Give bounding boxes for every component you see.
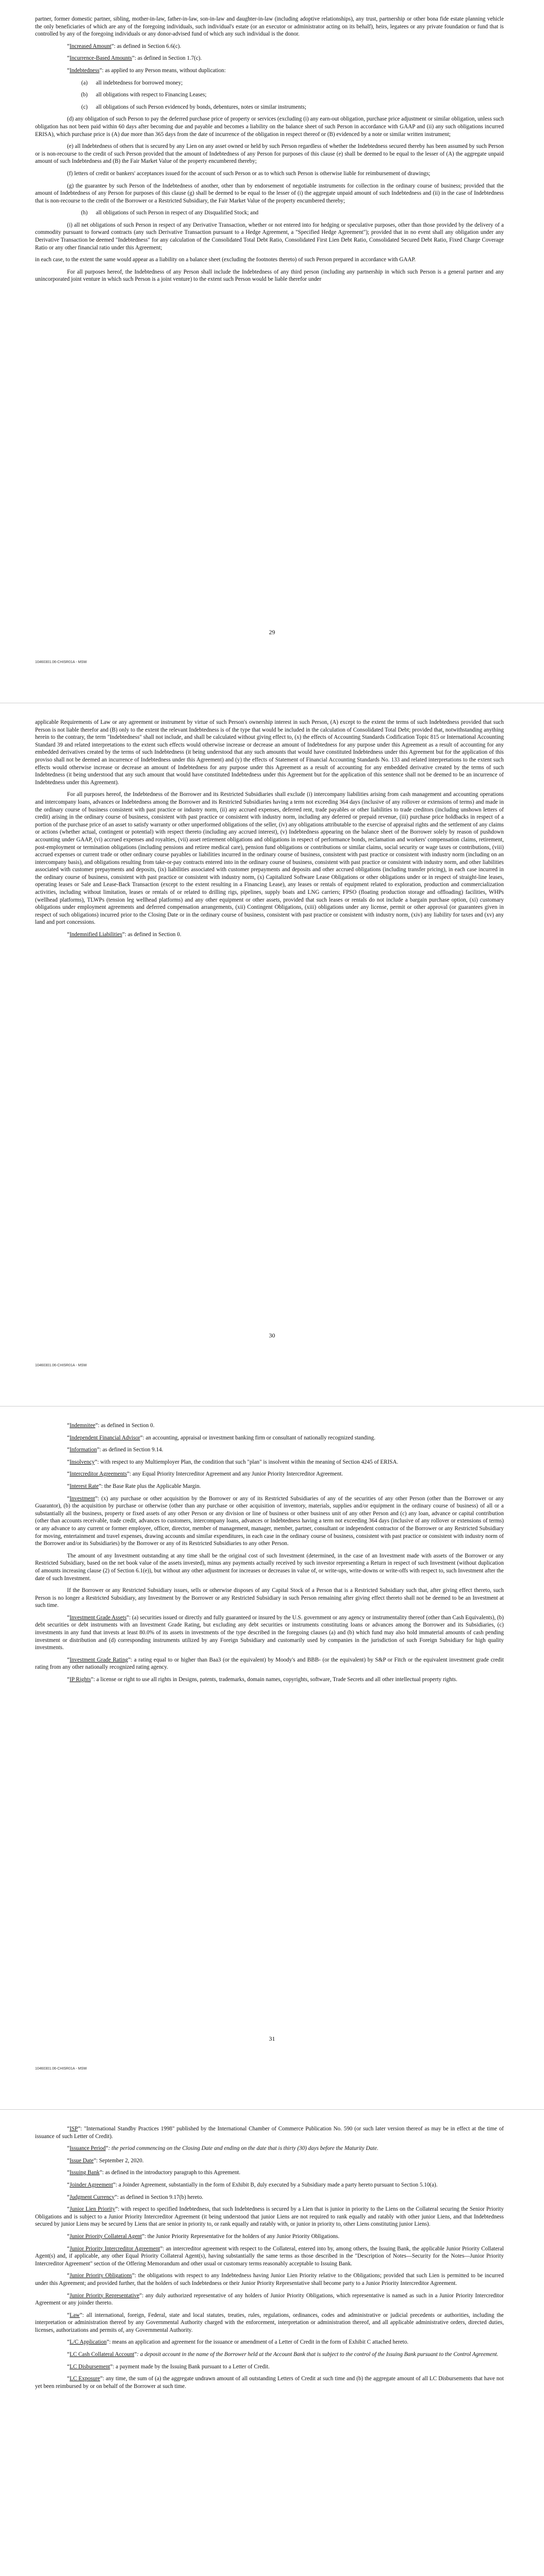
definition-paragraph: “Intercreditor Agreements”: any Equal Priority Intercreditor Agreement and any Junior Priority Intercreditor Agreement. (67, 1471, 343, 1478)
defined-term: Judgment Currency (69, 2194, 115, 2200)
page-number: 30 (269, 1332, 275, 1339)
paragraph-text: : any time, the sum of (a) the aggregate undrawn amount of all outstanding Letters of Credit at such time and (b) the aggregate amount of all LC Disbursements that have not yet been reimbursed by or on behalf of the Borrower at such time. (35, 2376, 504, 2389)
defined-term: Joinder Agreement (69, 2181, 113, 2188)
clause-text: all indebtedness for borrowed money; (96, 79, 183, 86)
page-body (35, 719, 504, 943)
definition-paragraph: “Junior Priority Obligations”: the obligations with respect to any Indebtedness having Junior Lien Priority relative to the Obligations; provided that such Lien is permitted to be incurred under this Agreement; and provided further, that the holders of such Indebtedness or their Junior Priority Representative shall become party to a Junior Priority Intercreditor Agreement. (35, 2273, 504, 2286)
clause-label: (b) (81, 92, 88, 98)
defined-term: Issuance Period (69, 2145, 106, 2152)
clause-text: all obligations of such Person evidenced by bonds, debentures, notes or similar instruments; (96, 104, 306, 110)
paragraph-text: For all purposes hereof, the Indebtedness of the Borrower and its Restricted Subsidiaries shall exclude (i) intercompany liabilities arising from cash management and accounting operations and intercompany loans, advances or Indebtedness among the Borrower and its Restricted Subsidiaries having a term not exceeding 364 days (inclusive of any rollover or extensions of terms) and made in the ordinary course of business consistent with past practice or industry norm, (ii) any accrued expenses, deferred rent, trade payables or other liabilities to trade creditors (including unshown letters of credit) arising in the ordinary course of business, consistent with past practice or consistent with industry norm, including any deferred or prepaid revenue, (iii) purchase price holdbacks in respect of a portion of the purchase price of an asset to satisfy warranty or other unperformed obligations of the seller, (iv) any obligations attributable to the exercise of appraisal rights and the settlement of any claims or actions (whether actual, contingent or potential) with respect thereto (including any accrued interest), (v) Indebtedness appearing on the balance sheet of the Borrower solely by reason of pushdown accounting under GAAP, (vi) accrued expenses and royalties, (vii) asset retirement obligations and obligations in respect of performance bonds, reclamation and workers' compensation claims, retirement, post-employment or termination obligations (including pensions and retiree medical care), pension fund obligations or contributions or similar claims, social security or wage taxes or contributions, (viii) accrued expenses or current trade or other ordinary course payables or liabilities incurred in the ordinary course of business, consistent with past practice or consistent with industry norm (including on an intercompany basis), and obligations resulting from take-or-pay contracts entered into in the ordinary course of business, consistent with past practice or consistent with industry norm, and other liabilities associated with customer prepayments and deposits, (ix) liabilities associated with customer prepayments and deposits and other accrued obligations (including transfer pricing), in each case incurred in the ordinary course of business, consistent with past practice or consistent with industry norm, (x) Capitalized Software Lease Obligations or other obligations under or in respect of straight-line leases, operating leases or Sale and Lease-Back Transaction (except to the extent resulting in a Financing Lease), any leases or rentals of equipment related to exploration, production and commercialization activities, including without limitation, leases or rentals of or related to drilling rigs, pipelines, supply boats and LNG carriers; FPSO (floating production storage and offloading) facilities, WHPs (wellhead platforms), TLWPs (tension leg wellhead platforms) and any other equipment or other assets, provided that such leases or rentals do not include a bargain purchase option, (xi) customary obligations under employment agreements and deferred compensation arrangements, (xii) Contingent Obligations, (xiii) obligations under any license, permit or other approval (or guarantees given in respect of such obligations) incurred prior to the Closing Date or in the ordinary course of business, consistent with past practice or consistent with industry norm, (xiv) any liability for taxes and (xv) any land and port concessions. (35, 791, 504, 926)
paragraph-text: : as defined in Section 0. (124, 931, 182, 938)
clause-text: all obligations of such Person in respect of any Disqualified Stock; and (96, 210, 259, 216)
defined-term: Issue Date (69, 2157, 94, 2164)
paragraph-text: : as defined in Section 6.6(c). (113, 43, 182, 49)
paragraph (35, 182, 504, 205)
defined-term: LC Cash Collateral Account (69, 2351, 135, 2358)
paragraph-text: : the Base Rate plus the Applicable Margin. (101, 1483, 201, 1489)
definition-paragraph: “Junior Lien Priority”: with respect to specified Indebtedness, that such Indebtedness is secured by a Lien that is junior in priority to the Liens on the Collateral securing the Senior Priority Obligations and is subject to a Junior Priority Intercreditor Agreement (it being understood that junior Liens are not required to rank equally and ratably with other junior Liens, and that Indebtedness secured by junior Liens may be secured by Liens that are senior in priority to, or rank equally and ratably with, or junior in priority to, other Liens constituting junior Liens). (35, 2206, 504, 2228)
definition-paragraph: “LC Exposure”: any time, the sum of (a) the aggregate undrawn amount of all outstanding Letters of Credit at such time and (b) the aggregate amount of all LC Disbursements that have not yet been reimbursed by or on behalf of the Borrower at such time. (35, 2376, 504, 2389)
paragraph-text: : the period commencing on the Closing Date and ending on the date that is thirty (30) days before the Maturity Date. (108, 2145, 378, 2152)
definition-paragraph: “L/C Application”: means an application and agreement for the issuance or amendment of a Letter of Credit in the form of Exhibit C attached hereto. (67, 2339, 409, 2346)
paragraph-text: The amount of any Investment outstanding at any time shall be the original cost of such Investment (determined, in the case of an Investment made with assets of the Borrower or any Restricted Subsidiary, based on the net book value of the assets invested), minus any payments actually received by such investor representing a Return in respect of such Investment (without duplication of amounts increasing clause (2) of Section 6.1(e)), but without any other adjustment for increases or decreases in value of, or write-ups, write-downs or write-offs with respect to, such Investment after the date of such Investment. (35, 1552, 504, 1582)
paragraph-text: : means an application and agreement for the issuance or amendment of a Letter of Credit in the form of Exhibit C attached hereto. (109, 2339, 409, 2346)
paragraph (35, 1552, 504, 1582)
page-29 (0, 0, 544, 703)
definition-paragraph: “Independent Financial Advisor”: an accounting, appraisal or investment banking firm or consultant of nationally recognized standing. (67, 1434, 376, 1441)
defined-term: Indebtedness (69, 67, 100, 74)
definition-paragraph: “Junior Priority Collateral Agent”: the Junior Priority Representative for the holders of any Junior Priority Obligations. (67, 2233, 340, 2240)
page-footer: 10460301.06-CHISR01A - MSW (35, 2067, 87, 2071)
defined-term: Independent Financial Advisor (69, 1434, 140, 1441)
definition-paragraph: “Incurrence-Based Amounts”: as defined in Section 1.7(c). (67, 55, 202, 62)
page-footer: 10460301.06-CHISR01A - MSW (35, 660, 87, 664)
paragraph-text: : as defined in Section 1.7(c). (134, 55, 202, 62)
defined-term: Junior Priority Obligations (69, 2273, 132, 2279)
paragraph-text: : a deposit account in the name of the Borrower held at the Account Bank that is subject to the control of the Issuing Bank pursuant to the Control Agreement. (137, 2351, 499, 2358)
paragraph (35, 256, 504, 264)
defined-term: Interest Rate (69, 1483, 99, 1489)
defined-term: Incurrence-Based Amounts (69, 55, 133, 62)
definition-paragraph: “Indemnified Liabilities”: as defined in Section 0. (67, 931, 182, 938)
clause-text: all obligations with respect to Financing Leases; (96, 92, 207, 98)
paragraph-text: (g) the guarantee by such Person of the Indebtedness of another, other than by endorsement of negotiable instruments for collection in the ordinary course of business; provided that the amount of Indebtedness of any Person for purposes of this clause (g) shall be deemed to be equal to the lesser of (i) the aggregate unpaid amount of such Indebtedness and (ii) in the case of Indebtedness that is non-recourse to the credit of the Borrower or a Restricted Subsidiary, the Fair Market Value of the property encumbered thereby; (35, 182, 504, 204)
defined-term: Indemnified Liabilities (69, 931, 122, 938)
definition-paragraph: “Issue Date”: September 2, 2020. (67, 2157, 144, 2164)
definition-paragraph: “LC Cash Collateral Account”: a deposit account in the name of the Borrower held at the Account Bank that is subject to the control of the Issuing Bank pursuant to the Control Agreement. (67, 2351, 499, 2358)
paragraph-text: : as applied to any Person means, without duplication: (102, 67, 226, 74)
definition-paragraph: “Insolvency”: with respect to any Multiemployer Plan, the condition that such "plan" is insolvent within the meaning of Section 4245 of ERISA. (67, 1459, 399, 1465)
paragraph-text: in each case, to the extent the same would appear as a liability on a balance sheet (excluding the footnotes thereto) of such Person prepared in accordance with GAAP. (35, 257, 416, 263)
paragraph-text: applicable Requirements of Law or any agreement or instrument by virtue of such Person's ownership interest in such Person, (A) except to the extent the terms of such Indebtedness provided that such Person is not liable therefor and (B) only to the extent the relevant Indebtedness is of the type that would be included in the calculation of Consolidated Total Debt; provided that, notwithstanding anything herein to the contrary, the term "Indebtedness" shall not include, and shall be calculated without giving effect to, (x) the effects of Accounting Standards Codification Topic 815 or International Accounting Standard 39 and related interpretations to the extent such effects would otherwise increase or decrease an amount of Indebtedness for any purpose under this Agreement as a result of accounting for any embedded derivatives created by the terms of such Indebtedness (it being understood that any such amounts that would have constituted Indebtedness under this Agreement but for the application of this proviso shall not be deemed an incurrence of Indebtedness under this Agreement) and (y) the effects of Statement of Financial Accounting Standards No. 133 and related interpretations to the extent such effects would otherwise increase or decrease an amount of Indebtedness for any purpose under this Agreement as a result of accounting for any embedded derivative created by the terms of such Indebtedness (it being understood that any such amount that would have constituted Indebtedness under this Agreement but for the application of this sentence shall not be deemed to be an incurrence of Indebtedness under this Agreement). (35, 719, 504, 786)
paragraph-text: : with respect to any Multiemployer Plan, the condition that such "plan" is insolvent within the meaning of Section 4245 of ERISA. (97, 1459, 399, 1465)
paragraph-text: : as defined in Section 9.17(b) hereto. (117, 2194, 204, 2200)
paragraph-text: : a Joinder Agreement, substantially in the form of Exhibit B, duly executed by a Subsidiary made a party hereto pursuant to Section 5.10(a). (115, 2181, 438, 2188)
page-number: 29 (269, 629, 275, 636)
definition-paragraph: “Judgment Currency”: as defined in Section 9.17(b) hereto. (67, 2194, 204, 2200)
paragraph (35, 791, 504, 926)
paragraph-text: (e) all Indebtedness of others that is secured by any Lien on any asset owned or held by such Person regardless of whether the Indebtedness secured thereby has been assumed by such Person or is non-recourse to the credit of such Person provided that the amount of Indebtedness of any Person for purposes of this clause (e) shall be deemed to be equal to the lesser of (A) the aggregate unpaid amount of such Indebtedness and (B) the Fair Market Value of the property encumbered thereby; (35, 143, 504, 165)
page-body (35, 1422, 504, 1688)
defined-term: Indemnitee (69, 1422, 95, 1429)
definition-paragraph: “Issuance Period”: the period commencing on the Closing Date and ending on the date that is thirty (30) days before the Maturity Date. (67, 2145, 378, 2152)
defined-term: L/C Application (69, 2339, 107, 2346)
definition-paragraph: “Information”: as defined in Section 9.14. (67, 1447, 163, 1453)
paragraph-text: : September 2, 2020. (96, 2157, 144, 2164)
page-31 (0, 1406, 544, 2110)
defined-term: Increased Amount (69, 43, 111, 49)
clause-label: (c) (81, 104, 88, 110)
definition-paragraph: “LC Disbursement”: a payment made by the Issuing Bank pursuant to a Letter of Credit. (67, 2363, 270, 2370)
paragraph-text: : a license or right to use all rights in Designs, patents, trademarks, domain names, copyrights, software, Trade Secrets and all other intellectual property rights. (93, 1676, 457, 1683)
paragraph-text: (i) all net obligations of such Person in respect of any Derivative Transaction, whether or not entered into for hedging or speculative purposes, other than those provided by the delivery of a commodity pursuant to forward contracts (any such Derivative Transaction pursuant to a Hedge Agreement, a "Specified Hedge Agreement"); provided that in no event shall any obligation under any Derivative Transaction be deemed "Indebtedness" for any calculation of the Consolidated Total Debt Ratio, Consolidated First Lien Debt Ratio, Consolidated Secured Debt Ratio, Fixed Charge Coverage Ratio or any other financial ratio under this Agreement; (35, 222, 504, 251)
definition-paragraph: “Indemnitee”: as defined in Section 0. (67, 1422, 155, 1429)
page-number: 31 (269, 2035, 275, 2042)
clause-label: (h) (81, 210, 88, 216)
page-footer: 10460301.06-CHISR01A - MSW (35, 1364, 87, 1367)
definition-paragraph: “Issuing Bank”: as defined in the introductory paragraph to this Agreement. (67, 2170, 241, 2176)
defined-term: Investment Grade Assets (69, 1614, 127, 1621)
paragraph-text: partner, former domestic partner, sibling, mother-in-law, father-in-law, son-in-law and daughter-in-law (including adoptive relationships), any trust, partnership or other bona fide estate planning vehicle the only beneficiaries of which are any of the foregoing individuals, such individual's estate (or an executor or administrator acting on its behalf), heirs, legatees or any private foundation or fund that is controlled by any of the foregoing individuals or any donor-advised fund of which any such individual is the donor. (35, 16, 504, 38)
definition-paragraph: “Law”: all international, foreign, Federal, state and local statutes, treaties, rules, regulations, ordinances, codes and administrative or judicial precedents or authorities, including the interpretation or administration thereof by any Governmental Authority charged with the enforcement, interpretation or administration thereof, and all applicable administrative orders, directed duties, licenses, authorizations and permits of, any Governmental Authority. (35, 2312, 504, 2333)
paragraph-text: : any Equal Priority Intercreditor Agreement and any Junior Priority Intercreditor Agreement. (129, 1471, 343, 1478)
paragraph-text: (d) any obligation of such Person to pay the deferred purchase price of property or services (excluding (i) any earn-out obligation, purchase price adjustment or similar obligation, unless such obligation has not been paid within 60 days after becoming due and payable and becomes a liability on the balance sheet of such Person in accordance with GAAP and (ii) any such obligations incurred ERISA), which purchase price is (A) due more than 365 days from the date of incurrence of the obligation in respect thereof or (B) evidenced by a note or similar written instrument; (35, 116, 504, 138)
definition-paragraph: “Joinder Agreement”: a Joinder Agreement, substantially in the form of Exhibit B, duly executed by a Subsidiary made a party hereto pursuant to Section 5.10(a). (67, 2181, 438, 2188)
definition-paragraph: “Junior Priority Representative”: any duly authorized representative of any holders of Junior Priority Obligations, which representative is named as such in a Junior Priority Intercreditor Agreement or any joinder thereto. (35, 2292, 504, 2307)
defined-term: Junior Priority Intercreditor Agreement (69, 2245, 160, 2252)
definition-paragraph: “Investment”: (x) any purchase or other acquisition by the Borrower or any of its Restricted Subsidiaries of any of the securities of any other Person (other than the Borrower or any Guarantor), (b) the acquisition by purchase or otherwise (other than any purchase or other acquisition of inventory, materials, supplies and/or equipment in the ordinary course of business) of all or a substantially all the business, property or fixed assets of any other Person or any division or line of business or other business unit of any other Person and (c) any loan, advance or capital contribution (other than accounts receivable, trade credit, advances to customers, intercompany loans, advances or Indebtedness having a term not exceeding 364 days (inclusive of any rollover or extensions of terms) or any advance to any current or former employee, officer, director, member of management, manager, member, partner, consultant or independent contractor of the Borrower or any Restricted Subsidiary for moving, entertainment and travel expenses, drawing accounts and similar expenditures, in each case in the ordinary course of business, consistent with past practice or consistent with industry norm of the Borrower and/or its Subsidiaries) by the Borrower or any of its Restricted Subsidiaries to any other Person. (35, 1495, 504, 1547)
paragraph-text: For all purposes hereof, the Indebtedness of any Person shall include the Indebtedness of any third person (including any partnership in which such Person is a general partner and any unincorporated joint venture in which such Person is a joint venture) to the extent such Person would be liable therefor under (35, 268, 504, 283)
paragraph-text: : an intercreditor agreement with respect to the Collateral, entered into by, among others, the Issuing Bank, the applicable Junior Priority Collateral Agent(s) and, if applicable, any other Equal Priority Collateral Agent(s), having substantially the same terms as those described in the "Description of Notes—Security for the Notes—Junior Priority Intercreditor Agreement" section of the Offering Memorandum and other usual or customary terms reasonably acceptable to Issuing Bank. (35, 2245, 504, 2267)
sub-clause (35, 79, 504, 87)
paragraph-text: : "International Standby Practices 1998" published by the International Chamber of Commerce Publication No. 590 (or such later version thereof as may be in effect at the time of issuance of such Letter of Credit). (35, 2126, 504, 2140)
sub-clause (35, 209, 504, 217)
definition-paragraph: “Junior Priority Intercreditor Agreement”: an intercreditor agreement with respect to the Collateral, entered into by, among others, the Issuing Bank, the applicable Junior Priority Collateral Agent(s) and, if applicable, any other Equal Priority Collateral Agent(s), having substantially the same terms as those described in the "Description of Notes—Security for the Notes—Junior Priority Intercreditor Agreement" section of the Offering Memorandum and other usual or customary terms reasonably acceptable to Issuing Bank. (35, 2245, 504, 2267)
definition-paragraph: “Investment Grade Assets”: (a) securities issued or directly and fully guaranteed or insured by the U.S. government or any agency or instrumentality thereof (other than Cash Equivalents), (b) debt securities or debt instruments with an Investment Grade Rating, but excluding any debt securities or instruments constituting loans or advances among the Borrower and its Subsidiaries, (c) investments in any fund that invests at least 80.0% of its assets in investments of the type described in the foregoing clauses (a) and (b) which fund may also hold immaterial amounts of cash pending investment or distribution and (d) corresponding instruments utilized by any Foreign Subsidiary and customarily used by companies in the jurisdiction of such Foreign Subsidiary for high quality investments. (35, 1614, 504, 1651)
paragraph (35, 15, 504, 38)
paragraph-text: : (x) any purchase or other acquisition by the Borrower or any of its Restricted Subsidiaries of any of the securities of any other Person (other than the Borrower or any Guarantor), (b) the acquisition by purchase or otherwise (other than any purchase or other acquisition of inventory, materials, supplies and/or equipment in the ordinary course of business) of all or a substantially all the business, property or fixed assets of any other Person or any division or line of business or other business unit of any other Person and (c) any loan, advance or capital contribution (other than accounts receivable, trade credit, advances to customers, intercompany loans, advances or Indebtedness having a term not exceeding 364 days (inclusive of any rollover or extensions of terms) or any advance to any current or former employee, officer, director, member of management, manager, member, partner, consultant or independent contractor of the Borrower or any Restricted Subsidiary for moving, entertainment and travel expenses, drawing accounts and similar expenditures, in each case in the ordinary course of business, consistent with past practice or consistent with industry norm of the Borrower and/or its Subsidiaries) by the Borrower or any of its Restricted Subsidiaries to any other Person. (35, 1495, 504, 1547)
definition-paragraph: “Indebtedness”: as applied to any Person means, without duplication: (67, 67, 226, 74)
page-body (35, 15, 504, 288)
definition-paragraph: “Investment Grade Rating”: a rating equal to or higher than Baa3 (or the equivalent) by Moody's and BBB- (or the equivalent) by S&P or Fitch or the equivalent investment grade credit rating from any other nationally recognized rating agency. (35, 1656, 504, 1671)
defined-term: Investment (69, 1495, 95, 1502)
defined-term: Investment Grade Rating (69, 1656, 128, 1663)
paragraph-text: : as defined in the introductory paragraph to this Agreement. (102, 2170, 241, 2176)
paragraph-text: If the Borrower or any Restricted Subsidiary issues, sells or otherwise disposes of any Capital Stock of a Person that is a Restricted Subsidiary such that, after giving effect thereto, such Person is no longer a Restricted Subsidiary, any Investment by the Borrower or any Restricted Subsidiary in such Person remaining after giving effect thereto shall not be deemed to be an Investment at such time. (35, 1587, 504, 1609)
sub-clause (35, 104, 504, 111)
paragraph-text: : any duly authorized representative of any holders of Junior Priority Obligations, which representative is named as such in a Junior Priority Intercreditor Agreement or any joinder thereto. (35, 2292, 504, 2307)
page-32 (0, 2110, 544, 2576)
paragraph (35, 719, 504, 786)
definition-paragraph: “Increased Amount”: as defined in Section 6.6(c). (67, 43, 182, 49)
definition-paragraph: “Interest Rate”: the Base Rate plus the Applicable Margin. (67, 1483, 201, 1489)
paragraph (35, 222, 504, 251)
sub-clause (35, 91, 504, 99)
defined-term: ISP (69, 2126, 78, 2132)
paragraph (35, 115, 504, 138)
defined-term: LC Disbursement (69, 2363, 110, 2370)
defined-term: Junior Lien Priority (69, 2206, 116, 2213)
defined-term: Junior Priority Collateral Agent (69, 2233, 142, 2240)
paragraph (35, 143, 504, 165)
paragraph-text: : as defined in Section 9.14. (99, 1447, 163, 1453)
definition-paragraph: “IP Rights”: a license or right to use all rights in Designs, patents, trademarks, domain names, copyrights, software, Trade Secrets and all other intellectual property rights. (67, 1676, 457, 1683)
paragraph (35, 268, 504, 283)
paragraph-text: : a payment made by the Issuing Bank pursuant to a Letter of Credit. (112, 2363, 270, 2370)
defined-term: Junior Priority Representative (69, 2292, 140, 2299)
page-body (35, 2125, 504, 2395)
paragraph-text: : the obligations with respect to any Indebtedness having Junior Lien Priority relative to the Obligations; provided that such Lien is permitted to be incurred under this Agreement; and provided further, that the holders of such Indebtedness or their Junior Priority Representative shall become party to a Junior Priority Intercreditor Agreement. (35, 2273, 504, 2286)
defined-term: Insolvency (69, 1459, 95, 1465)
defined-term: IP Rights (69, 1676, 91, 1683)
definition-paragraph: “ISP”: "International Standby Practices 1998" published by the International Chamber of Commerce Publication No. 590 (or such later version thereof as may be in effect at the time of issuance of such Letter of Credit). (35, 2126, 504, 2140)
defined-term: LC Exposure (69, 2376, 101, 2382)
paragraph-text: : a rating equal to or higher than Baa3 (or the equivalent) by Moody's and BBB- (or the equivalent) by S&P or Fitch or the equivalent investment grade credit rating from any other nationally recognized rating agency. (35, 1656, 504, 1671)
paragraph-text: : as defined in Section 0. (97, 1422, 155, 1429)
paragraph (35, 170, 504, 178)
paragraph-text: : an accounting, appraisal or investment banking firm or consultant of nationally recognized standing. (142, 1434, 376, 1441)
paragraph-text: : the Junior Priority Representative for the holders of any Junior Priority Obligations. (144, 2233, 340, 2240)
paragraph-text: : all international, foreign, Federal, state and local statutes, treaties, rules, regulations, ordinances, codes and administrative or judicial precedents or authorities, including the interpretation or administration thereof by any Governmental Authority charged with the enforcement, interpretation or administration thereof, and all applicable administrative orders, directed duties, licenses, authorizations and permits of, any Governmental Authority. (35, 2312, 504, 2333)
defined-term: Law (69, 2312, 80, 2318)
defined-term: Intercreditor Agreements (69, 1471, 127, 1478)
defined-term: Issuing Bank (69, 2170, 100, 2176)
paragraph (35, 1587, 504, 1609)
paragraph-text: : (a) securities issued or directly and fully guaranteed or insured by the U.S. government or any agency or instrumentality thereof (other than Cash Equivalents), (b) debt securities or debt instruments with an Investment Grade Rating, but excluding any debt securities or instruments constituting loans or advances among the Borrower and its Subsidiaries, (c) investments in any fund that invests at least 80.0% of its assets in investments of the type described in the foregoing clauses (a) and (b) which fund may also hold immaterial amounts of cash pending investment or distribution and (d) corresponding instruments utilized by any Foreign Subsidiary and customarily used by companies in the jurisdiction of such Foreign Subsidiary for high quality investments. (35, 1614, 504, 1651)
clause-label: (a) (81, 79, 88, 86)
paragraph-text: : with respect to specified Indebtedness, that such Indebtedness is secured by a Lien that is junior in priority to the Liens on the Collateral securing the Senior Priority Obligations and is subject to a Junior Priority Intercreditor Agreement (it being understood that junior Liens are not required to rank equally and ratably with other junior Liens, and that Indebtedness secured by junior Liens may be secured by Liens that are senior in priority to, or rank equally and ratably with, or junior in priority to, other Liens constituting junior Liens). (35, 2206, 504, 2228)
defined-term: Information (69, 1447, 97, 1453)
page-30 (0, 703, 544, 1406)
paragraph-text: (f) letters of credit or bankers' acceptances issued for the account of such Person or as to which such Person is otherwise liable for reimbursement of drawings; (67, 170, 431, 177)
